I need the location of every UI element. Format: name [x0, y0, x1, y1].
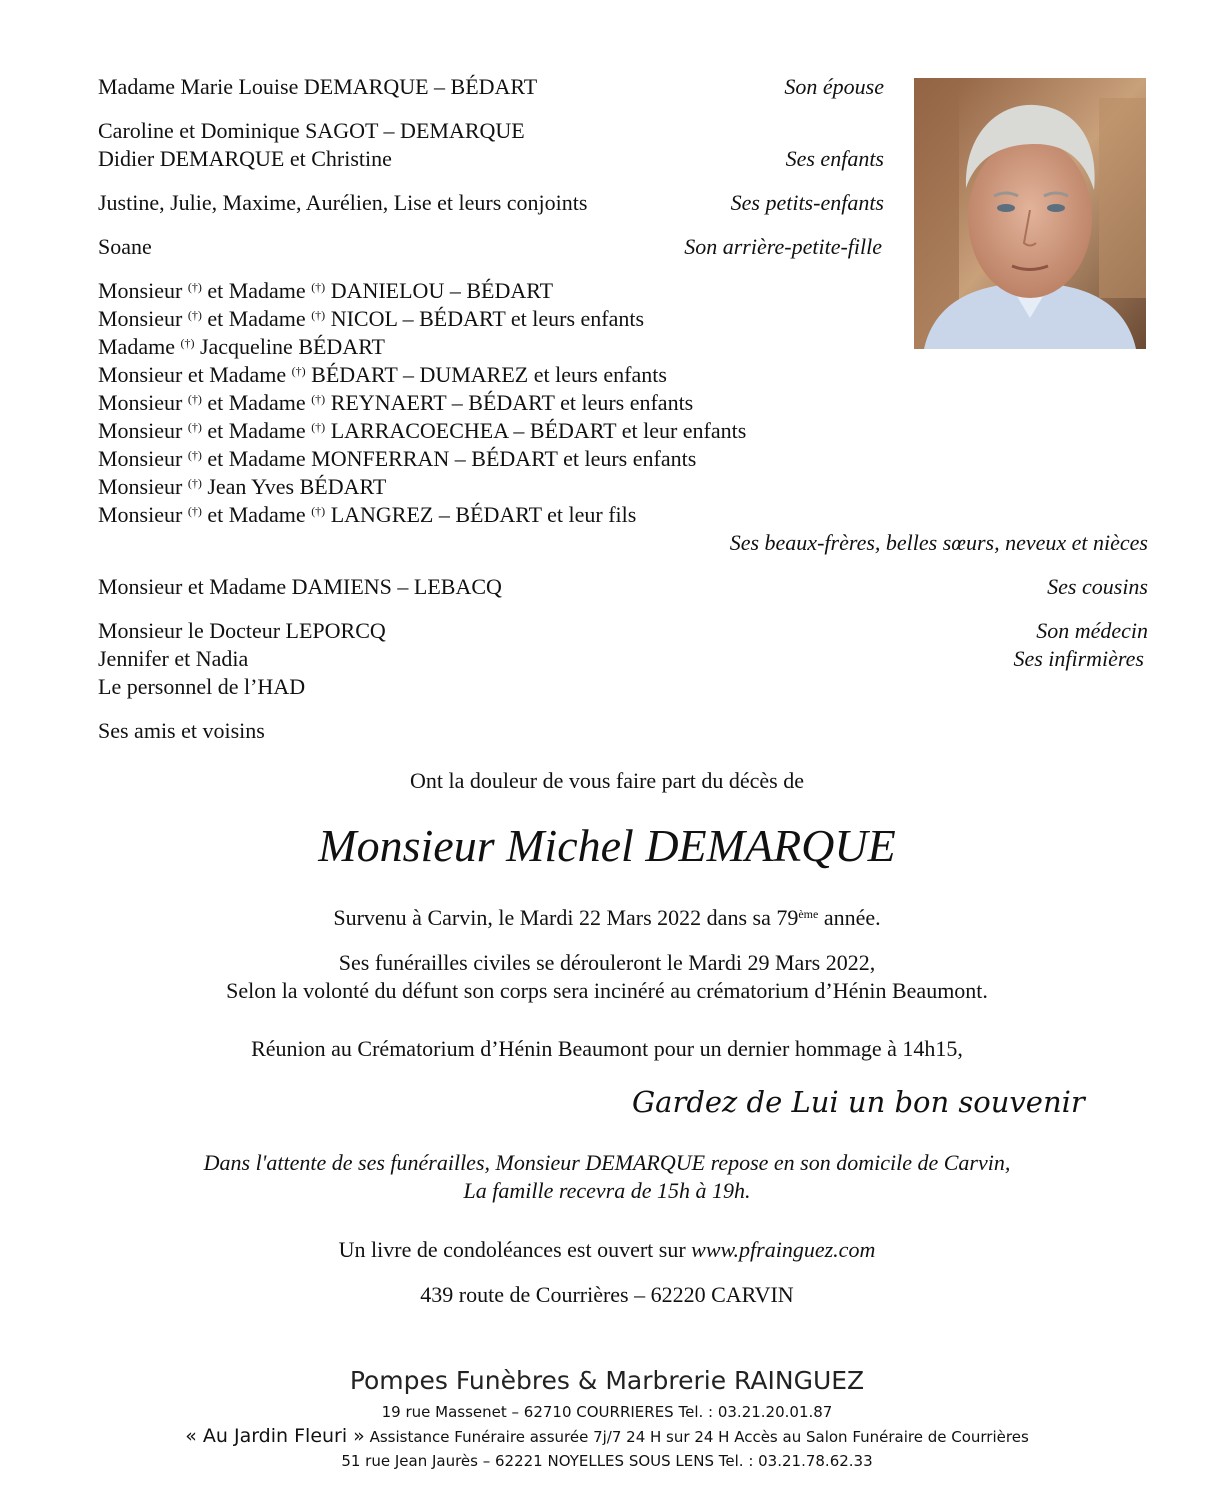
in-law-line: Monsieur (†) et Madame MONFERRAN – BÉDART et leurs enfants [98, 446, 697, 471]
doctor-role: Son médecin [1036, 618, 1148, 643]
cousins-name: Monsieur et Madame DAMIENS – LEBACQ [98, 574, 502, 599]
children-line-2: Didier DEMARQUE et Christine [98, 146, 392, 171]
had-staff: Le personnel de l’HAD [98, 674, 306, 699]
in-law-line: Monsieur et Madame (†) BÉDART – DUMAREZ et leurs enfants [98, 362, 667, 387]
in-law-line: Monsieur (†) et Madame (†) NICOL – BÉDART et leurs enfants [98, 306, 645, 331]
nurses-role: Ses infirmières [1013, 646, 1144, 671]
rest-line-1: Dans l'attente de ses funérailles, Monsieur DEMARQUE repose en son domicile de Carvin, [203, 1150, 1011, 1175]
funeral-line-2: Selon la volonté du défunt son corps sera incinéré au crématorium d’Hénin Beaumont. [226, 978, 988, 1003]
portrait-photo [914, 78, 1146, 349]
death-line: Survenu à Carvin, le Mardi 22 Mars 2022 dans sa 79ème année. [333, 905, 881, 930]
in-laws-role: Ses beaux-frères, belles sœurs, neveux et nièces [729, 530, 1148, 555]
grandchildren-role: Ses petits-enfants [730, 190, 884, 215]
services-line: « Au Jardin Fleuri » Assistance Funéraire assurée 7j/7 24 H sur 24 H Accès au Salon Funéraire de Courrières [185, 1425, 1029, 1447]
funeral-line-1: Ses funérailles civiles se dérouleront le Mardi 29 Mars 2022, [338, 950, 876, 975]
friends: Ses amis et voisins [98, 718, 265, 743]
cousins-role: Ses cousins [1047, 574, 1148, 599]
in-law-line: Monsieur (†) et Madame (†) REYNAERT – BÉDART et leurs enfants [98, 390, 694, 415]
rest-line-2: La famille recevra de 15h à 19h. [463, 1178, 751, 1203]
in-law-line: Monsieur (†) et Madame (†) LARRACOECHEA – BÉDART et leur enfants [98, 418, 747, 443]
condolences-link[interactable]: www.pfrainguez.com [691, 1237, 876, 1262]
doctor-name: Monsieur le Docteur LEPORCQ [98, 618, 386, 643]
spouse-name: Madame Marie Louise DEMARQUE – BÉDART [98, 74, 538, 99]
motto: Gardez de Lui un bon souvenir [632, 1085, 1085, 1119]
meeting-line: Réunion au Crématorium d’Hénin Beaumont pour un dernier hommage à 14h15, [251, 1036, 963, 1061]
company-address-2: 51 rue Jean Jaurès – 62221 NOYELLES SOUS LENS Tel. : 03.21.78.62.33 [341, 1452, 873, 1470]
grandchildren-names: Justine, Julie, Maxime, Aurélien, Lise et leurs conjoints [98, 190, 588, 215]
condolences-line: Un livre de condoléances est ouvert sur www.pfrainguez.com [338, 1237, 876, 1262]
company-name: Pompes Funèbres & Marbrerie RAINGUEZ [349, 1366, 865, 1395]
in-law-line: Monsieur (†) et Madame (†) DANIELOU – BÉDART [98, 278, 554, 303]
great-grandchild-name: Soane [98, 234, 152, 259]
address-line: 439 route de Courrières – 62220 CARVIN [420, 1282, 794, 1307]
in-law-line: Madame (†) Jacqueline BÉDART [98, 334, 385, 359]
in-law-line: Monsieur (†) et Madame (†) LANGREZ – BÉDART et leur fils [98, 502, 637, 527]
intro-line: Ont la douleur de vous faire part du décès de [409, 768, 805, 793]
great-grandchild-role: Son arrière-petite-fille [684, 234, 882, 259]
nurses-name: Jennifer et Nadia [98, 646, 249, 671]
company-address-1: 19 rue Massenet – 62710 COURRIERES Tel. : 03.21.20.01.87 [381, 1403, 833, 1421]
in-law-line: Monsieur (†) Jean Yves BÉDART [98, 474, 387, 499]
deceased-name: Monsieur Michel DEMARQUE [318, 820, 896, 871]
spouse-role: Son épouse [784, 74, 884, 99]
children-line-1: Caroline et Dominique SAGOT – DEMARQUE [98, 118, 525, 143]
children-role: Ses enfants [785, 146, 884, 171]
